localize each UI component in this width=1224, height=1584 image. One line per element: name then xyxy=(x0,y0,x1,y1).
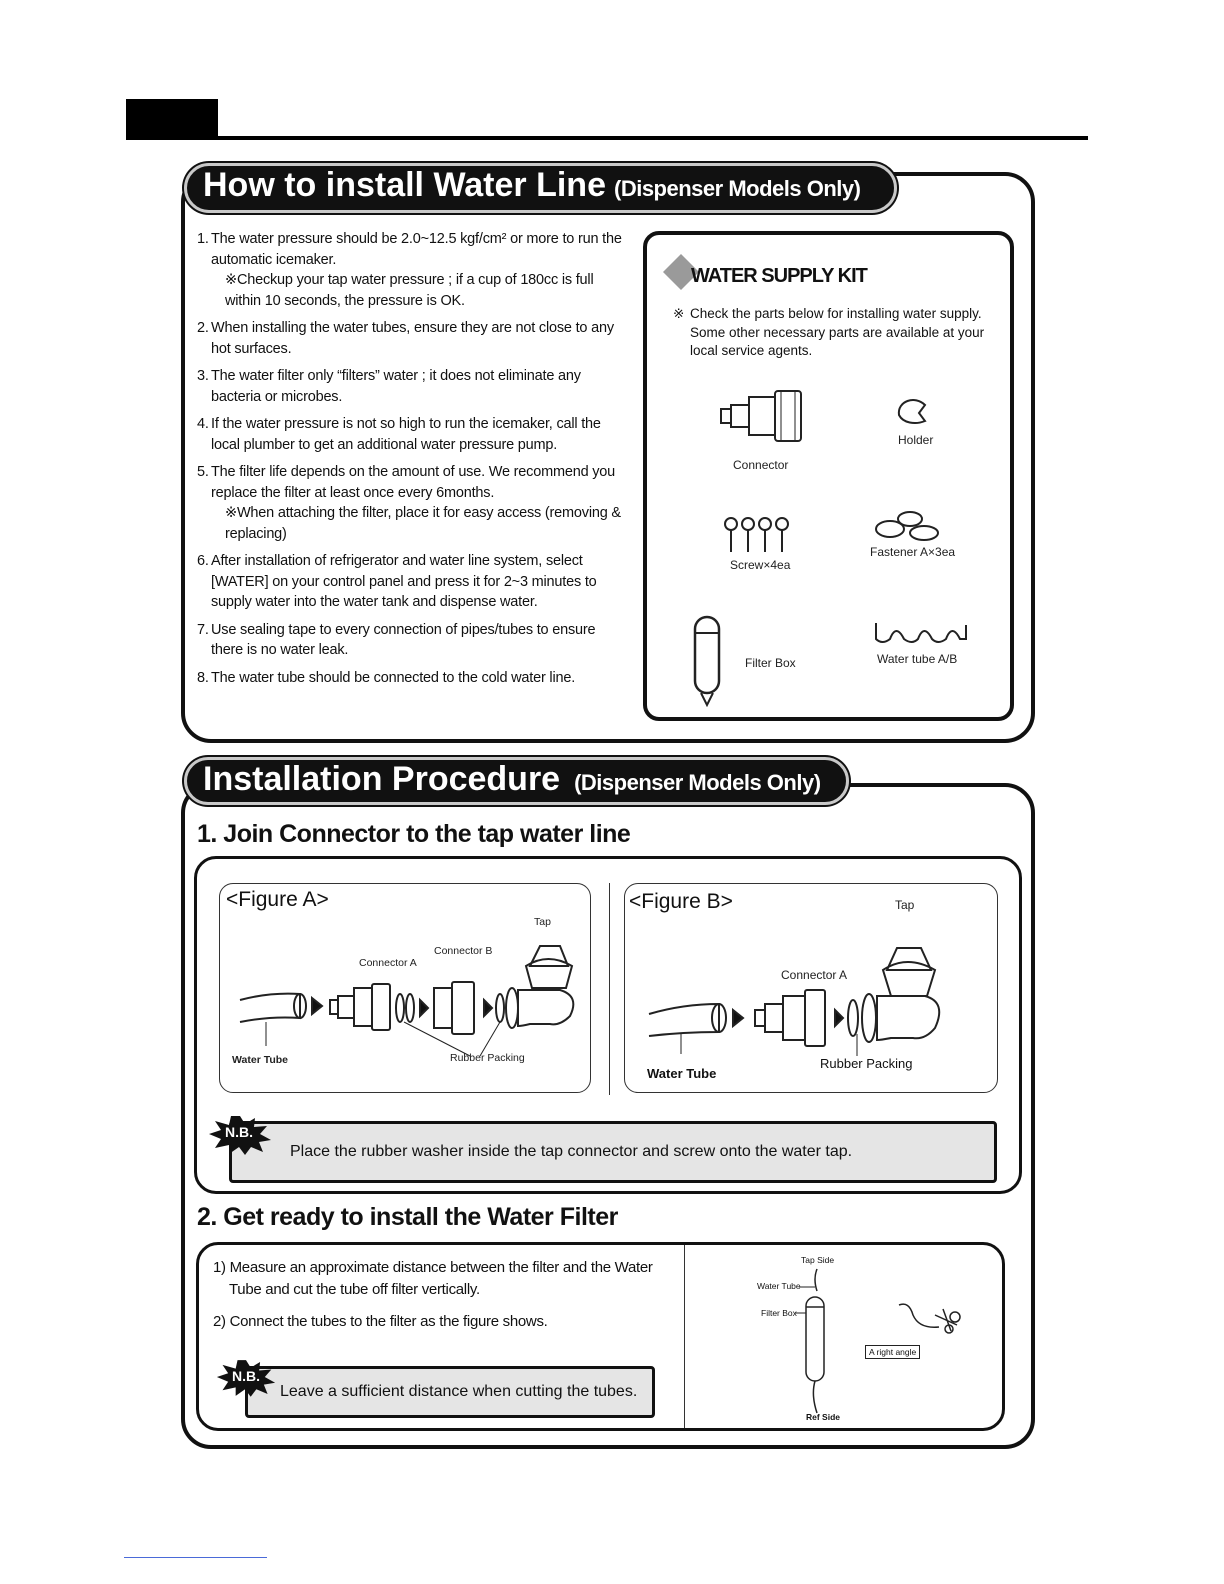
nb-label: N.B. xyxy=(225,1124,253,1140)
figure-a-diagram xyxy=(230,926,582,1066)
filter-diagram xyxy=(689,1245,1002,1428)
list-item: 8. The water tube should be connected to the cold water line. xyxy=(197,669,576,686)
nb-note-box-2 xyxy=(245,1366,655,1418)
filter-install-drawing xyxy=(689,1245,1002,1428)
water-supply-kit-box xyxy=(643,231,1014,721)
right-angle-callout xyxy=(865,1345,920,1359)
list-item: 2. When installing the water tubes, ensure they are not close to any hot surfaces. xyxy=(197,320,614,357)
step2-instruction-1: 1) Measure an approximate distance between the filter and the Water Tube and cut the tube off filter vertically. xyxy=(213,1259,653,1298)
connector-icon xyxy=(719,385,809,445)
kit-note: ※ Check the parts below for installing water supply. Some other necessary parts are available at your local service agents. xyxy=(673,306,985,358)
figure-b-title: <Figure B> xyxy=(629,890,733,913)
step2-heading: 2. Get ready to install the Water Filter xyxy=(197,1203,618,1231)
installation-subtitle: (Dispenser Models Only) xyxy=(574,770,821,795)
figure-b-connector-a-label: Connector A xyxy=(781,968,848,982)
filter-box-label: Filter Box xyxy=(761,1308,797,1318)
figure-a-tap-label: Tap xyxy=(534,916,551,928)
nb-label-2: N.B. xyxy=(232,1368,260,1384)
holder-label: Holder xyxy=(898,433,934,447)
water-tube-label: Water tube A/B xyxy=(877,652,958,666)
step2-box xyxy=(196,1242,1005,1431)
figure-a xyxy=(219,883,591,1093)
installation-title: Installation Procedure xyxy=(203,760,561,798)
ref-side-label: Ref Side xyxy=(806,1412,841,1422)
list-item: 1. The water pressure should be 2.0~12.5 kgf/cm² or more to run the automatic icemaker. ※Checkup your tap water pressure ; if a cup of 180cc is full within 10 seconds, the pressure is OK. xyxy=(197,231,622,309)
step1-box xyxy=(194,856,1022,1194)
right-angle-label: A right angle xyxy=(869,1347,917,1357)
requirements-list xyxy=(197,229,625,695)
figure-b-rubber-packing-label: Rubber Packing xyxy=(820,1056,913,1071)
holder-icon xyxy=(893,393,933,427)
water-line-subtitle: (Dispenser Models Only) xyxy=(614,176,861,201)
filter-box-label: Filter Box xyxy=(745,656,796,670)
kit-title: WATER SUPPLY KIT xyxy=(691,265,867,287)
step2-instruction-2: 2) Connect the tubes to the filter as the figure shows. xyxy=(213,1313,548,1330)
nb-note-text-2: Leave a sufficient distance when cutting the tubes. xyxy=(280,1383,638,1400)
figure-b-tap-label: Tap xyxy=(895,898,915,912)
list-item: 4. If the water pressure is not so high to run the icemaker, call the local plumber to get an additional water pressure pump. xyxy=(197,416,601,453)
screw-icon xyxy=(722,517,794,555)
figure-a-connector-b-label: Connector B xyxy=(434,945,493,957)
step1-heading: 1. Join Connector to the tap water line xyxy=(197,820,631,848)
installation-banner xyxy=(184,757,849,805)
water-tube-icon xyxy=(872,619,972,649)
figure-a-rubber-packing-label: Rubber Packing xyxy=(450,1052,525,1064)
figure-divider xyxy=(609,883,610,1095)
note-mark: ※ xyxy=(673,306,685,321)
fastener-label: Fastener A×3ea xyxy=(870,545,956,559)
tap-side-label: Tap Side xyxy=(801,1255,835,1265)
nb-note-box xyxy=(229,1121,997,1183)
footer-link-line xyxy=(124,1557,267,1558)
list-item: 3. The water filter only “filters” water ; it does not eliminate any bacteria or microbes. xyxy=(197,368,581,405)
header-rule xyxy=(126,136,1088,140)
fastener-icon xyxy=(872,505,942,543)
water-line-banner xyxy=(184,163,897,213)
figure-a-connector-a-label: Connector A xyxy=(359,957,417,969)
step2-divider xyxy=(684,1245,685,1428)
figure-b-diagram xyxy=(635,924,989,1064)
list-item: 7. Use sealing tape to every connection of pipes/tubes to ensure there is no water leak. xyxy=(197,621,596,658)
list-item: 5. The filter life depends on the amount of use. We recommend you replace the filter at least once every 6months. ※When attaching the filter, place it for easy access (removing & replacing) xyxy=(197,464,621,542)
screw-label: Screw×4ea xyxy=(730,558,791,572)
figure-a-water-tube-label: Water Tube xyxy=(232,1054,289,1066)
nb-note-text: Place the rubber washer inside the tap connector and screw onto the water tap. xyxy=(290,1143,853,1160)
figure-b xyxy=(624,883,998,1093)
figure-a-title: <Figure A> xyxy=(226,888,329,911)
header-block xyxy=(126,99,218,139)
connector-label: Connector xyxy=(733,458,789,472)
figure-b-water-tube-label: Water Tube xyxy=(647,1066,717,1081)
water-line-title: How to install Water Line xyxy=(203,166,606,204)
list-item: 6. After installation of refrigerator and water line system, select [WATER] on your control panel and press it for 2~3 minutes to supply water into the water tank and dispense water. xyxy=(197,553,597,610)
filter-box-icon xyxy=(691,613,723,707)
water-tube-label: Water Tube xyxy=(757,1281,801,1291)
